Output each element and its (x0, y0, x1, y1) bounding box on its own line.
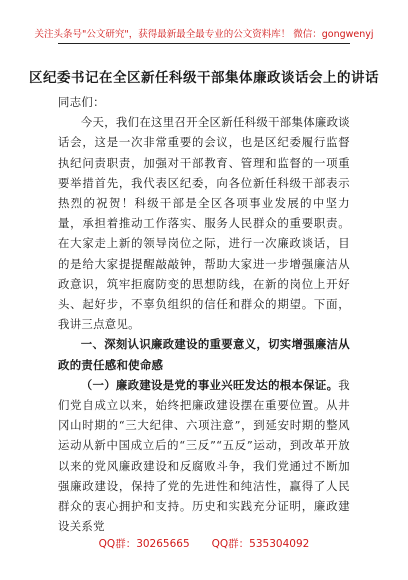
document-title: 区纪委书记在全区新任科级干部集体廉政谈话会上的讲话 (29, 70, 379, 86)
qq-group-2: QQ群：535304092 (211, 538, 310, 550)
paragraph-section-1 (58, 375, 350, 537)
header-divider (58, 43, 350, 44)
footer-qq-groups (0, 536, 408, 551)
salutation: 同志们： (58, 95, 105, 109)
qq-group-1: QQ群：30265665 (98, 538, 190, 550)
paragraph-intro: 今天，我们在这里召开全区新任科级干部集体廉政谈话会，这是一次非常重要的会议，也是区纪委履行监督执纪问责职责，加强对干部教育、管理和监督的一项重要举措首先，我代表区纪委，向各位新任科级干部表示热烈的祝贺！科级干部是全区各项事业发展的中坚力量，承担着推动工作落实、服务人民群众的重要职责。在大家走上新的领导岗位之际，进行一次廉政谈话，目的是给大家提提醒敲敲钟，帮助大家进一步增强廉洁从政意识，筑牢拒腐防变的思想防线，在新的岗位上开好头、起好步，不辜负组织的信任和群众的期望。下面，我讲三点意见。 (58, 115, 350, 332)
subheading-1: （一）廉政建设是党的事业兴旺发达的根本保证。 (80, 377, 339, 392)
paragraph-section-1-text: 我们党自成立以来，始终把廉政建设摆在重要位置。从井冈山时期的“三大纪律、六项注意”，到延安时期的整风运动从新中国成立后的“三反”“五反”运动，到改革开放以来的党风廉政建设和反腐败斗争，我们党通过不断加强廉政建设，保持了党的先进性和纯洁性，赢得了人民群众的衷心拥护和支持。历史和实践充分证明，廉政建设关系党 (58, 377, 350, 534)
document-body (58, 92, 350, 536)
section-heading-1: 一、深刻认识廉政建设的重要意义，切实增强廉洁从政的责任感和使命感 (58, 337, 350, 372)
header-note: 关注头条号"公文研究"，获得最新最全最专业的公文资料库！ 微信：gongwenyj (34, 29, 374, 40)
